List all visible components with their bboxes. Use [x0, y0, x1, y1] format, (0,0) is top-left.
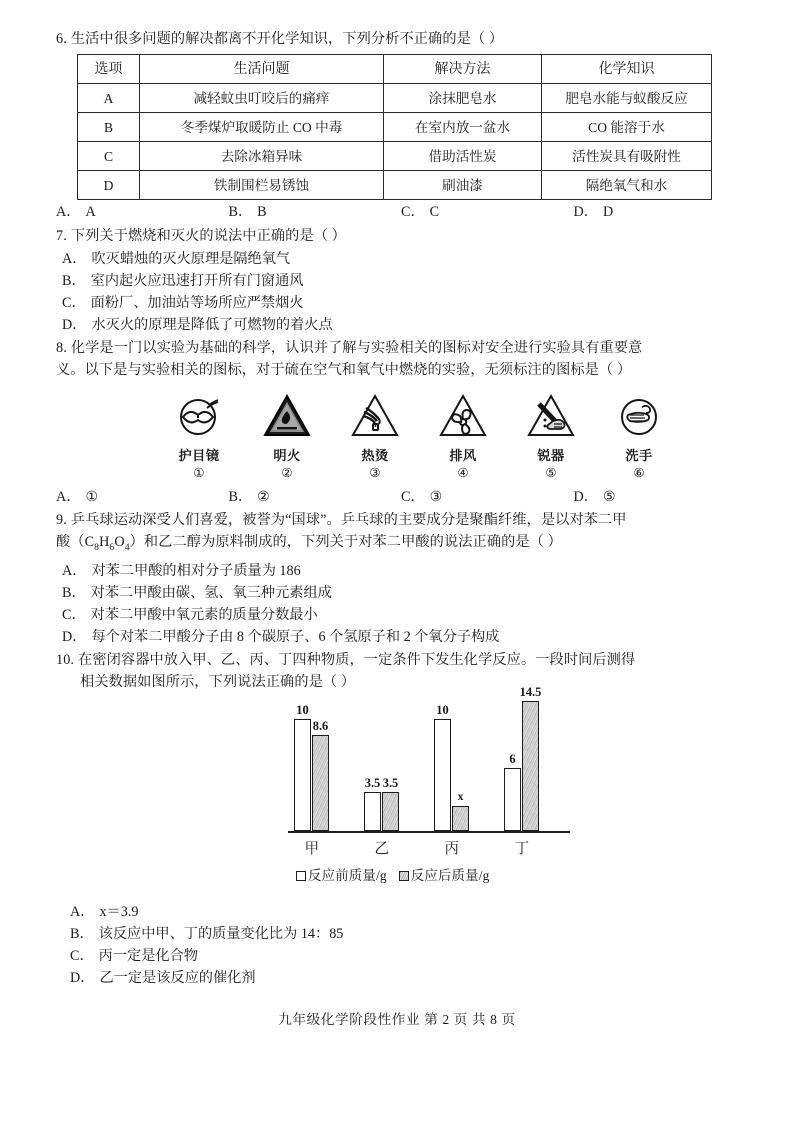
formula-suffix: ）和乙二醇为原料制成的，下列关于对苯二甲酸的说法正确的是（ ）: [129, 534, 562, 550]
bar-value-label: 10: [436, 703, 449, 718]
option-a-label: A．: [56, 489, 81, 505]
hot-burn-icon: [344, 389, 406, 441]
question-8: [56, 337, 746, 508]
icon-item-hot-burn: [344, 389, 406, 481]
bar-value-label: 3.5: [382, 776, 399, 791]
open-flame-icon: [256, 389, 318, 441]
option-d-label: D．: [62, 628, 87, 645]
option-d-label: D．: [62, 317, 87, 333]
bar-before-jia: [294, 703, 311, 831]
option-a-label: A．: [62, 562, 87, 579]
bar-after-yi: [382, 776, 399, 831]
option-b-text: 对苯二甲酸由碳、氢、氧三种元素组成: [90, 584, 332, 601]
option-c-text: C: [429, 204, 440, 220]
option-c-label: C．: [401, 489, 425, 505]
bar-group-ding: [504, 685, 542, 831]
table-cell-option: D: [78, 171, 140, 200]
question-8-stem-line-2: [56, 359, 746, 381]
option-a-text: A: [85, 204, 96, 220]
bar-group-jia: [294, 703, 329, 831]
question-10-number: 10.: [56, 651, 75, 668]
option-b-text: 该反应中甲、丁的质量变化比为 14：85: [98, 925, 344, 942]
question-8-options: [56, 487, 746, 508]
question-8-icon-strip: [168, 389, 746, 481]
option-c[interactable]: [56, 292, 746, 314]
option-b-label: B．: [62, 273, 86, 289]
table-row: [78, 171, 712, 200]
option-a[interactable]: [56, 248, 746, 270]
option-d-label: D．: [70, 969, 95, 986]
icon-item-sharp-object: [520, 389, 582, 481]
question-9-text-line-1: 乒乓球运动深受人们喜爱，被誉为“国球”。乒乓球的主要成分是聚酯纤维，是以对苯二甲: [70, 512, 627, 528]
option-b-label: B．: [70, 925, 94, 942]
option-b-label: B．: [228, 489, 253, 505]
question-6-number: 6.: [56, 31, 67, 47]
option-c-text: 丙一定是化合物: [98, 947, 198, 964]
option-d-label: D．: [573, 204, 598, 220]
option-a[interactable]: [56, 202, 229, 223]
icon-caption: 锐器: [537, 448, 565, 463]
option-a-text: x＝3.9: [99, 903, 139, 920]
bar-before-ding: [504, 752, 521, 831]
icon-index: ⑤: [545, 466, 557, 480]
bar-group-bing: [434, 703, 469, 831]
question-8-text-line-2: 义。以下是与实验相关的图标，对于硫在空气和氧气中燃烧的实验，无须标注的图标是（ ）: [56, 362, 632, 378]
bar-before-yi: [364, 776, 381, 831]
table-header-cell: 选项: [78, 55, 140, 84]
category-label-bing: 丙: [444, 840, 460, 857]
option-d[interactable]: [574, 487, 747, 508]
question-8-number: 8.: [56, 340, 67, 356]
legend-label-before: 反应前质量/g: [308, 867, 387, 883]
question-9-options: [56, 560, 746, 648]
option-a-label: A．: [62, 251, 87, 267]
table-header-cell: 化学知识: [542, 55, 712, 84]
bar-value-label: 8.6: [312, 719, 329, 734]
option-c-label: C．: [62, 295, 86, 311]
option-d[interactable]: [56, 967, 746, 989]
option-d-text: 水灭火的原理是降低了可燃物的着火点: [91, 317, 333, 333]
sharp-object-icon: [520, 389, 582, 441]
question-7-stem: [56, 225, 746, 247]
table-header-row: [78, 55, 712, 84]
icon-caption: 热烫: [361, 448, 389, 463]
question-8-stem: [56, 337, 746, 359]
option-d-label: D．: [573, 489, 598, 505]
icon-caption: 护目镜: [178, 448, 220, 463]
question-10-options: [56, 901, 746, 989]
table-cell-option: A: [78, 84, 140, 113]
option-a[interactable]: [56, 560, 746, 582]
table-header-cell: 生活问题: [140, 55, 384, 84]
option-b-text: B: [257, 204, 267, 220]
option-b-label: B．: [228, 204, 253, 220]
bar-after-ding: [519, 685, 542, 831]
chart-category-labels: [288, 837, 570, 859]
option-b[interactable]: [56, 923, 746, 945]
question-6-options: [56, 202, 746, 223]
icon-caption: 洗手: [625, 448, 653, 463]
option-c-text: 对苯二甲酸中氧元素的质量分数最小: [90, 606, 318, 623]
icon-caption: 排风: [449, 448, 477, 463]
option-b[interactable]: [229, 487, 402, 508]
table-cell-knowledge: CO 能溶于水: [542, 113, 712, 142]
question-7-number: 7.: [56, 228, 67, 244]
question-9-stem-line-2: [56, 531, 746, 559]
question-9: [56, 509, 746, 648]
table-cell-method: 刷油漆: [384, 171, 542, 200]
legend-swatch-before: [296, 871, 306, 881]
icon-item-goggles: [168, 389, 230, 481]
option-c[interactable]: [401, 487, 574, 508]
bar-value-label: 6: [509, 752, 516, 767]
question-10-text-line-2: 相关数据如图所示，下列说法正确的是（ ）: [80, 673, 356, 690]
bar-value-label: 10: [296, 703, 309, 718]
question-6-stem: [56, 28, 746, 50]
table-cell-knowledge: 活性炭具有吸附性: [542, 142, 712, 171]
question-9-number: 9.: [56, 512, 67, 528]
table-cell-method: 涂抹肥皂水: [384, 84, 542, 113]
category-label-yi: 乙: [374, 840, 390, 857]
option-a-label: A．: [70, 903, 95, 920]
option-d-text: ⑤: [602, 489, 616, 505]
option-c-label: C．: [70, 947, 94, 964]
option-d[interactable]: [56, 314, 746, 336]
option-a[interactable]: [56, 487, 229, 508]
icon-index: ⑥: [633, 466, 645, 480]
table-cell-knowledge: 肥皂水能与蚁酸反应: [542, 84, 712, 113]
option-d-text: D: [602, 204, 614, 220]
formula-sub-oxygen: 4: [124, 541, 130, 553]
goggles-icon: [168, 389, 230, 441]
option-d-text: 乙一定是该反应的催化剂: [99, 969, 256, 986]
icon-item-ventilation: [432, 389, 494, 481]
option-c-text: ③: [429, 489, 443, 505]
question-10: [56, 649, 746, 989]
table-cell-problem: 冬季煤炉取暖防止 CO 中毒: [140, 113, 384, 142]
icon-item-wash-hands: [608, 389, 670, 481]
formula-sub-hydrogen: 6: [109, 541, 115, 553]
table-row: [78, 142, 712, 171]
question-6-text: 生活中很多问题的解决都离不开化学知识，下列分析不正确的是（ ）: [70, 31, 504, 47]
question-10-text-line-1: 在密闭容器中放入甲、乙、丙、丁四种物质，一定条件下发生化学反应。一段时间后测得: [78, 651, 636, 668]
bar-before-bing: [434, 703, 451, 831]
option-d-text: 每个对苯二甲酸分子由 8 个碳原子、6 个氢原子和 2 个氧分子构成: [91, 628, 500, 645]
category-label-jia: 甲: [304, 840, 320, 857]
question-10-stem-line-2: [56, 671, 746, 693]
option-b-text: 室内起火应迅速打开所有门窗通风: [90, 273, 304, 289]
icon-index: ②: [281, 466, 293, 480]
question-7-options: [56, 248, 746, 336]
option-a[interactable]: [56, 901, 746, 923]
icon-index: ③: [369, 466, 381, 480]
table-row: [78, 84, 712, 113]
option-a-text: 吹灭蜡烛的灭火原理是隔绝氧气: [91, 251, 291, 267]
option-c[interactable]: [56, 604, 746, 626]
chart-x-axis: [288, 831, 570, 833]
icon-item-open-flame: [256, 389, 318, 481]
formula-sub-carbon: 8: [94, 541, 100, 553]
option-b-text: ②: [257, 489, 270, 505]
bar-value-label: 14.5: [519, 685, 542, 700]
question-9-stem: [56, 509, 746, 531]
icon-index: ④: [457, 466, 469, 480]
option-b-label: B．: [62, 584, 86, 601]
category-label-ding: 丁: [514, 840, 530, 857]
table-cell-problem: 减轻蚊虫叮咬后的痛痒: [140, 84, 384, 113]
option-c[interactable]: [401, 202, 574, 223]
option-b[interactable]: [229, 202, 402, 223]
icon-caption: 明火: [273, 448, 301, 463]
page-footer: 九年级化学阶段性作业 第 2 页 共 8 页: [278, 1012, 516, 1027]
option-a-text: ①: [85, 489, 99, 505]
table-header-cell: 解决方法: [384, 55, 542, 84]
icon-index: ①: [193, 466, 205, 480]
question-8-text-line-1: 化学是一门以实验为基础的科学，认识并了解与实验相关的图标对安全进行实验具有重要意: [70, 340, 643, 356]
option-c-text: 面粉厂、加油站等场所应严禁烟火: [90, 295, 304, 311]
formula-o: O: [114, 534, 125, 550]
table-cell-option: C: [78, 142, 140, 171]
question-7: [56, 225, 746, 336]
table-cell-problem: 铁制围栏易锈蚀: [140, 171, 384, 200]
table-cell-problem: 去除冰箱异味: [140, 142, 384, 171]
option-d[interactable]: [574, 202, 747, 223]
option-b[interactable]: [56, 270, 746, 292]
chart-legend: [296, 865, 490, 884]
table-cell-knowledge: 隔绝氧气和水: [542, 171, 712, 200]
bar-group-yi: [364, 776, 399, 831]
table-cell-method: 借助活性炭: [384, 142, 542, 171]
ventilation-fan-icon: [432, 389, 494, 441]
bar-after-bing: [452, 790, 469, 831]
legend-swatch-after: [399, 871, 409, 881]
bar-after-jia: [312, 719, 329, 831]
formula-prefix: 酸（C: [56, 534, 95, 550]
table-row: [78, 113, 712, 142]
option-b[interactable]: [56, 582, 746, 604]
question-6: [56, 28, 746, 223]
option-a-label: A．: [56, 204, 81, 220]
question-10-stem: [56, 649, 746, 671]
question-9-formula-line: [56, 531, 746, 559]
option-c-label: C．: [62, 606, 86, 623]
legend-label-after: 反应后质量/g: [410, 867, 490, 883]
option-a-text: 对苯二甲酸的相对分子质量为 186: [91, 562, 301, 579]
bar-value-label-x: x: [457, 790, 464, 804]
reaction-mass-bar-chart: [56, 685, 746, 899]
table-cell-option: B: [78, 113, 140, 142]
option-c-label: C．: [401, 204, 425, 220]
bar-value-label: 3.5: [364, 776, 381, 791]
option-c[interactable]: [56, 945, 746, 967]
option-d[interactable]: [56, 626, 746, 648]
chart-plot-area: [288, 685, 570, 833]
formula-h: H: [99, 534, 110, 550]
wash-hands-icon: [608, 389, 670, 441]
table-cell-method: 在室内放一盆水: [384, 113, 542, 142]
question-6-table: [77, 54, 712, 200]
question-7-text: 下列关于燃烧和灭火的说法中正确的是（ ）: [70, 228, 346, 244]
